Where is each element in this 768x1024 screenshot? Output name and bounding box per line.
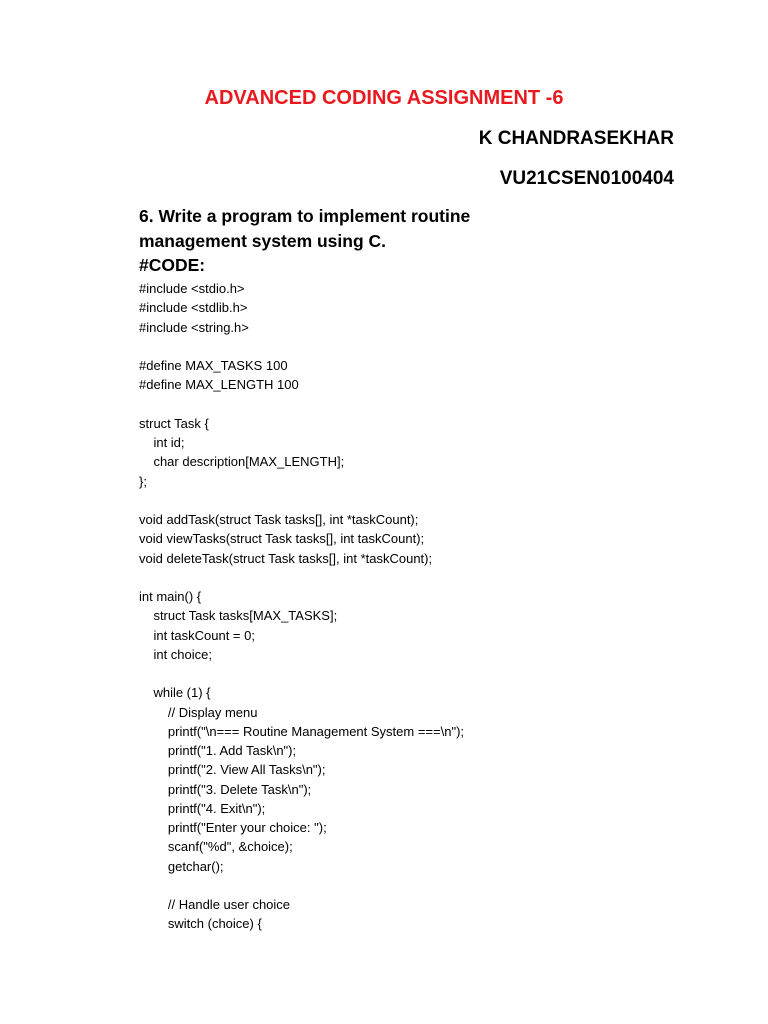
code-line: // Handle user choice (139, 897, 291, 912)
code-line (139, 568, 464, 587)
code-line (139, 395, 464, 414)
code-line (139, 876, 464, 895)
code-line: struct Task tasks[MAX_TASKS]; (139, 608, 338, 624)
assignment-title: ADVANCED CODING ASSIGNMENT -6 (204, 87, 564, 109)
code-line: void deleteTask(struct Task tasks[], int *taskCount); (139, 550, 433, 566)
code-line: getchar(); (139, 858, 224, 874)
code-line: int choice; (139, 646, 212, 662)
code-line (139, 337, 464, 356)
code-line: printf("4. Exit\n"); (139, 800, 266, 816)
question-text: 6. Write a program to implement routine management system using C. (139, 206, 471, 251)
code-line: printf("2. View All Tasks\n"); (139, 762, 326, 778)
code-line: while (1) { (139, 685, 211, 701)
code-line: printf("\n=== Routine Management System ===\n"); (139, 723, 465, 739)
code-line: // Display menu (139, 704, 258, 720)
code-line: printf("Enter your choice: "); (139, 820, 327, 835)
code-line: printf("1. Add Task\n"); (139, 743, 297, 758)
code-line: void addTask(struct Task tasks[], int *taskCount); (139, 512, 419, 527)
code-line: int taskCount = 0; (139, 627, 255, 643)
code-heading: #CODE: (139, 255, 206, 275)
code-line: scanf("%d", &choice); (139, 839, 293, 855)
code-line (139, 491, 464, 510)
code-line: #define MAX_LENGTH 100 (139, 377, 299, 393)
code-line: #include <stdio.h> (139, 281, 245, 296)
code-block (139, 279, 464, 934)
code-line (139, 664, 464, 683)
code-line: printf("3. Delete Task\n"); (139, 781, 312, 797)
code-line: char description[MAX_LENGTH]; (139, 454, 345, 470)
code-line: struct Task { (139, 415, 209, 431)
code-line: int id; (139, 435, 185, 450)
code-line: void viewTasks(struct Task tasks[], int taskCount); (139, 531, 425, 547)
author-name: K CHANDRASEKHAR (478, 128, 674, 149)
code-line: #include <string.h> (139, 319, 249, 335)
code-line: #define MAX_TASKS 100 (139, 358, 288, 373)
code-line: int main() { (139, 589, 202, 604)
code-line: switch (choice) { (139, 916, 262, 932)
code-line: }; (139, 473, 147, 489)
code-line: #include <stdlib.h> (139, 300, 248, 316)
roll-number: VU21CSEN0100404 (499, 168, 674, 189)
